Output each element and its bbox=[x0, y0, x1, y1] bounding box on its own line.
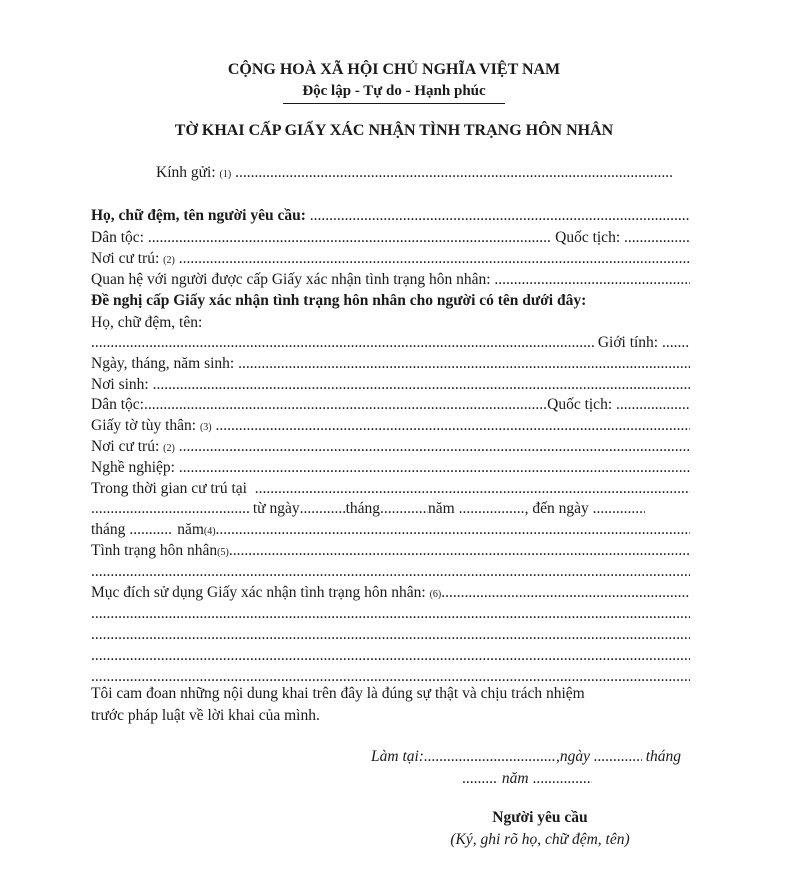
subject-purpose-field-3[interactable] bbox=[91, 626, 690, 644]
requester-residence-label: Nơi cư trú: bbox=[91, 250, 160, 267]
period-month-field[interactable] bbox=[380, 500, 428, 518]
subject-birthplace-field[interactable] bbox=[153, 376, 690, 394]
declaration-line-2: trước pháp luật về lời khai của mình. bbox=[91, 707, 320, 724]
subject-id-label: Giấy tờ tùy thân: bbox=[91, 417, 197, 434]
requester-ethnicity-row bbox=[91, 229, 690, 247]
requester-residence-row: Nơi cư trú: (2) ..... bbox=[91, 250, 690, 268]
request-heading: Đề nghị cấp Giấy xác nhận tình trạng hôn nhân cho người có tên dưới đây: bbox=[91, 292, 587, 309]
subject-purpose-field-5[interactable] bbox=[91, 668, 690, 686]
place-year-label: năm bbox=[501, 770, 529, 787]
subject-purpose-row-3 bbox=[91, 626, 690, 644]
period-from-day-field[interactable] bbox=[300, 500, 346, 518]
place-day-field[interactable] bbox=[594, 748, 642, 766]
subject-birthplace-label: Nơi sinh: bbox=[91, 376, 149, 393]
subject-occupation-label: Nghề nghiệp: bbox=[91, 459, 175, 476]
subject-name-label: Họ, chữ đệm, tên: bbox=[91, 314, 203, 331]
subject-residence-row: Nơi cư trú: (2) ..... bbox=[91, 438, 690, 456]
subject-status-label: Tình trạng hôn nhân bbox=[91, 542, 218, 559]
subject-status-row-2 bbox=[91, 563, 690, 581]
subject-purpose-field[interactable] bbox=[441, 584, 690, 602]
subject-period-end-row: tháng ..... năm (4) ..... bbox=[91, 521, 690, 539]
subject-period-label: Trong thời gian cư trú tại bbox=[91, 480, 247, 497]
subject-gender-field[interactable] bbox=[662, 334, 690, 352]
period-year-field[interactable] bbox=[459, 500, 525, 518]
subject-occupation-row bbox=[91, 459, 690, 477]
addressee-row: Kính gửi: (1) ..... bbox=[156, 164, 674, 182]
subject-purpose-row-2 bbox=[91, 605, 690, 623]
period-month-label: tháng bbox=[345, 500, 381, 517]
subject-ethnicity-field[interactable] bbox=[144, 396, 547, 414]
subject-residence-field[interactable] bbox=[179, 438, 690, 456]
requester-name-row bbox=[91, 207, 690, 225]
period-year-label: năm bbox=[428, 500, 455, 517]
declaration-line-1: Tôi cam đoan những nội dung khai trên đây là đúng sự thật và chịu trách nhiệm bbox=[91, 685, 585, 702]
motto-underline bbox=[283, 103, 505, 104]
subject-name-gender-row bbox=[91, 334, 690, 352]
country-name: CỘNG HOÀ XÃ HỘI CHỦ NGHĨA VIỆT NAM bbox=[227, 61, 561, 78]
subject-occupation-field[interactable] bbox=[179, 459, 690, 477]
subject-nationality-field[interactable] bbox=[616, 396, 690, 414]
subject-period-dates-row bbox=[91, 500, 690, 518]
subject-dob-field[interactable] bbox=[238, 355, 690, 373]
requester-relation-field[interactable] bbox=[494, 271, 690, 289]
subject-dob-row bbox=[91, 355, 690, 373]
requester-ethnicity-label: Dân tộc: bbox=[91, 229, 144, 246]
subject-residence-label: Nơi cư trú: bbox=[91, 438, 160, 455]
requester-residence-field[interactable] bbox=[179, 250, 690, 268]
addressee-field[interactable] bbox=[235, 164, 674, 182]
period-month2-field[interactable] bbox=[129, 521, 173, 539]
place-month-field[interactable] bbox=[462, 770, 498, 788]
subject-id-field[interactable] bbox=[215, 417, 690, 435]
subject-name-row bbox=[91, 314, 690, 332]
subject-purpose-field-2[interactable] bbox=[91, 605, 690, 623]
place-year-field[interactable] bbox=[532, 770, 592, 788]
subject-period-place-field[interactable] bbox=[255, 480, 690, 498]
requester-relation-row bbox=[91, 271, 690, 289]
requester-nationality-label: Quốc tịch: bbox=[555, 229, 621, 246]
subject-id-row: Giấy tờ tùy thân: (3) ..... bbox=[91, 417, 690, 435]
subject-status-field-2[interactable] bbox=[91, 563, 690, 581]
period-to-day-label: , đến ngày bbox=[524, 500, 589, 517]
subject-purpose-row-4 bbox=[91, 647, 690, 665]
subject-purpose-label: Mục đích sử dụng Giấy xác nhận tình trạng hôn nhân: bbox=[91, 584, 426, 601]
subject-gender-label: Giới tính: bbox=[597, 334, 659, 351]
place-month-label: tháng bbox=[645, 748, 682, 765]
subject-purpose-row-5 bbox=[91, 668, 690, 686]
period-year2-label: năm bbox=[177, 521, 204, 538]
subject-status-field[interactable] bbox=[229, 542, 690, 560]
period-to-day-field[interactable] bbox=[593, 500, 645, 518]
subject-ethnicity-label: Dân tộc: bbox=[91, 396, 144, 413]
subject-status-row: Tình trạng hôn nhân (5) ..... bbox=[91, 542, 690, 560]
subject-purpose-row: Mục đích sử dụng Giấy xác nhận tình trạng hôn nhân: (6) ..... bbox=[91, 584, 690, 602]
form-title: TỜ KHAI CẤP GIẤY XÁC NHẬN TÌNH TRẠNG HÔN NHÂN bbox=[174, 122, 614, 139]
national-motto: Độc lập - Tự do - Hạnh phúc bbox=[302, 83, 486, 99]
signature-note: (Ký, ghi rõ họ, chữ đệm, tên) bbox=[450, 831, 630, 848]
period-month2-label: tháng bbox=[91, 521, 126, 538]
period-year2-field[interactable] bbox=[216, 521, 690, 539]
requester-relation-label: Quan hệ với người được cấp Giấy xác nhận tình trạng hôn nhân: bbox=[91, 271, 491, 288]
addressee-label: Kính gửi: bbox=[156, 164, 216, 181]
subject-ethnicity-row bbox=[91, 396, 690, 414]
subject-purpose-field-4[interactable] bbox=[91, 647, 690, 665]
requester-nationality-field[interactable] bbox=[624, 229, 690, 247]
place-day-label: ,ngày bbox=[555, 748, 590, 765]
subject-period-place-field-2[interactable] bbox=[91, 500, 249, 518]
subject-dob-label: Ngày, tháng, năm sinh: bbox=[91, 355, 235, 372]
period-from-day-label: từ ngày bbox=[252, 500, 300, 517]
place-label: Làm tại: bbox=[371, 748, 424, 765]
requester-name-label: Họ, chữ đệm, tên người yêu cầu: bbox=[91, 207, 306, 224]
signature-title: Người yêu cầu bbox=[492, 809, 588, 826]
place-field[interactable] bbox=[424, 748, 556, 766]
place-year-row bbox=[462, 770, 612, 788]
subject-period-row bbox=[91, 480, 690, 498]
subject-birthplace-row bbox=[91, 376, 690, 394]
subject-nationality-label: Quốc tịch: bbox=[547, 396, 613, 413]
requester-ethnicity-field[interactable] bbox=[148, 229, 551, 247]
requester-name-field[interactable] bbox=[310, 207, 690, 225]
subject-name-field[interactable] bbox=[91, 334, 594, 352]
place-date-row bbox=[371, 748, 701, 766]
